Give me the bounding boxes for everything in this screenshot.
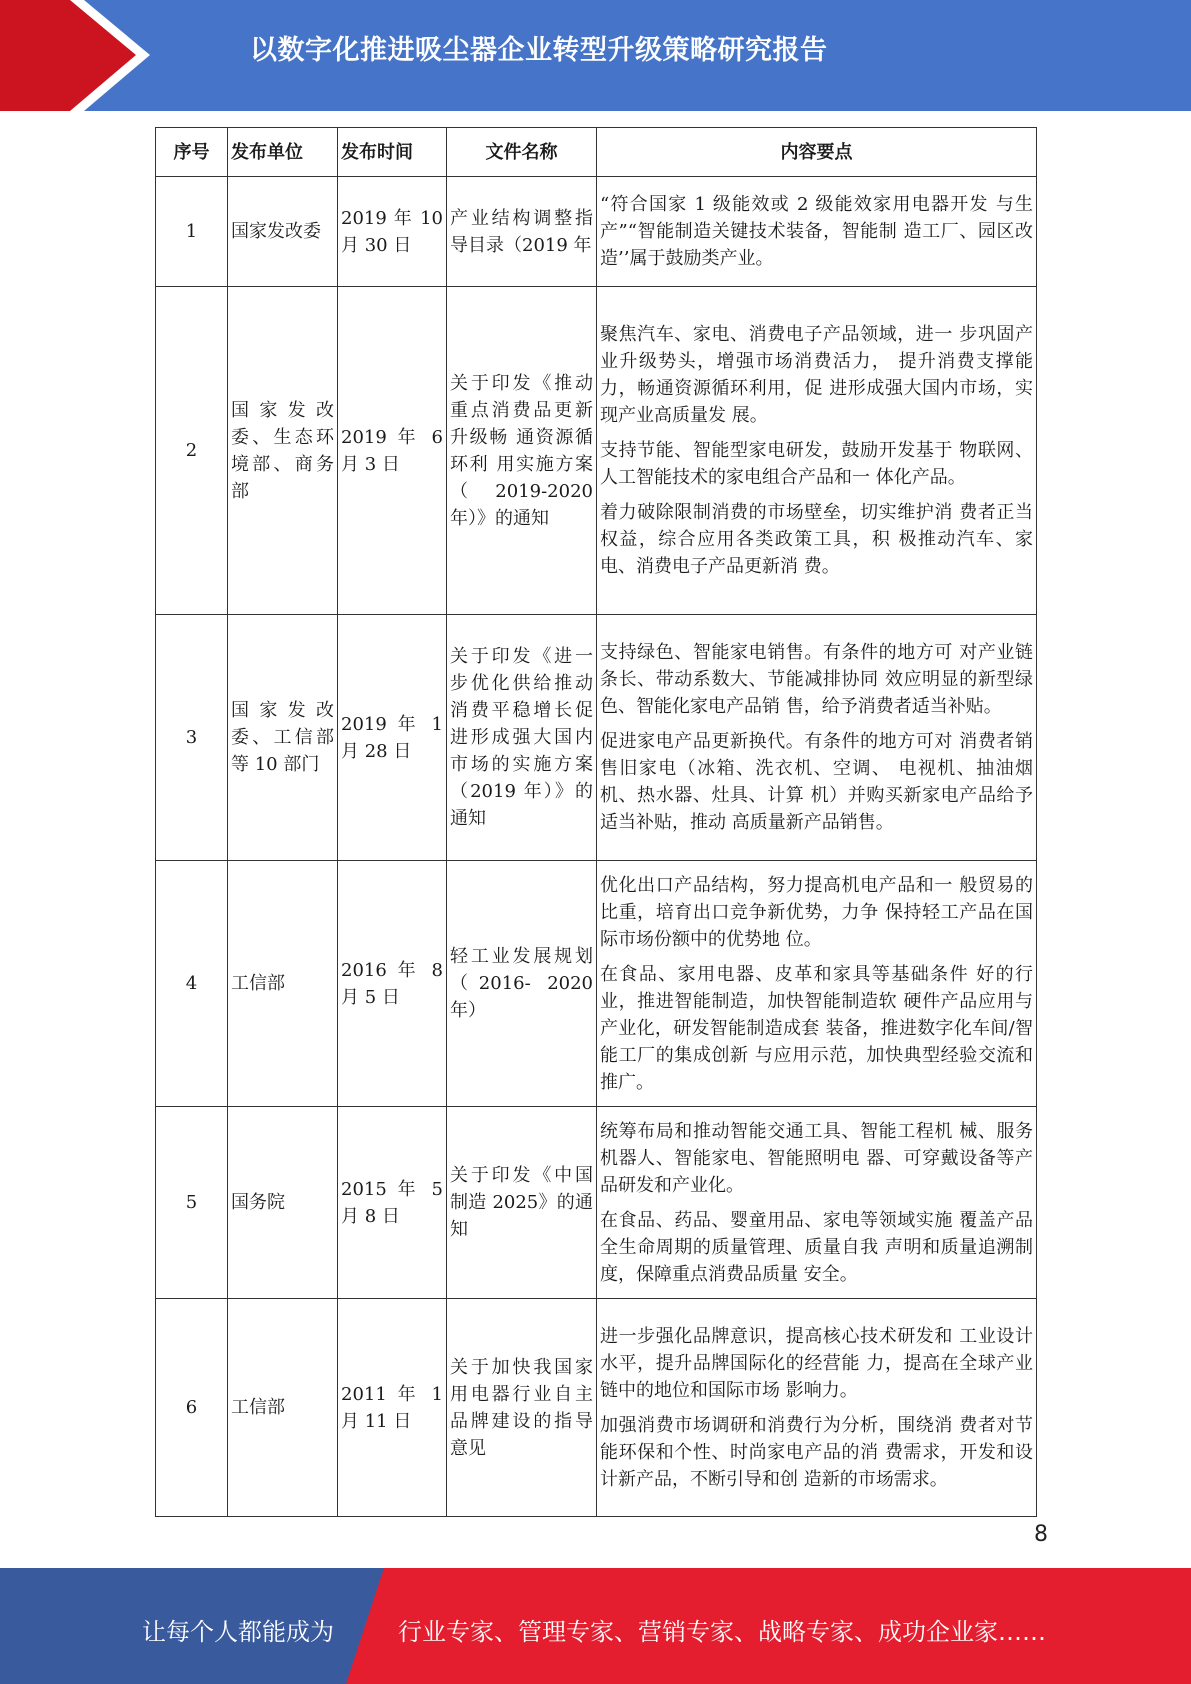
issuer-cell: 工信部	[228, 861, 338, 1107]
issuer-cell: 工信部	[228, 1299, 338, 1517]
column-header-date: 发布时间	[338, 128, 447, 177]
document-cell: 关于印发《中国制造 2025》的通知	[447, 1107, 597, 1299]
table-row	[156, 1299, 1037, 1517]
points-cell	[597, 1107, 1037, 1299]
page-number: 8	[1034, 1522, 1048, 1547]
content-point: 支持节能、智能型家电研发，鼓励开发基于 物联网、人工智能技术的家电组合产品和一 体化产品。	[600, 440, 1033, 488]
date-cell: 2019 年 6 月 3 日	[338, 287, 447, 615]
content-point: “符合国家 1 级能效或 2 级能效家用电器开发 与生产”“智能制造关键技术装备，智能制 造工厂、园区改造’’属于鼓励类产业。	[600, 194, 1033, 269]
policy-table	[155, 127, 1037, 1517]
row-number: 2	[156, 287, 228, 615]
date-cell: 2019 年 10 月 30 日	[338, 177, 447, 287]
row-number: 1	[156, 177, 228, 287]
points-cell	[597, 177, 1037, 287]
row-number: 6	[156, 1299, 228, 1517]
points-cell	[597, 287, 1037, 615]
content-point: 优化出口产品结构，努力提高机电产品和一 般贸易的比重，培育出口竞争新优势，力争 保持轻工产品在国际市场份额中的优势地 位。	[600, 874, 1033, 950]
content-point: 进一步强化品牌意识，提高核心技术研发和 工业设计水平，提升品牌国际化的经营能 力，提高在全球产业链中的地位和国际市场 影响力。	[600, 1325, 1033, 1401]
content-point: 在食品、药品、婴童用品、家电等领域实施 覆盖产品全生命周期的质量管理、质量自我 声明和质量追溯制度，保障重点消费品质量 安全。	[600, 1209, 1033, 1285]
document-cell: 产业结构调整指导目录（2019 年	[447, 177, 597, 287]
issuer-cell: 国务院	[228, 1107, 338, 1299]
row-number: 3	[156, 615, 228, 861]
points-cell	[597, 861, 1037, 1107]
document-cell: 轻工业发展规划（2016- 2020 年）	[447, 861, 597, 1107]
content-point: 着力破除限制消费的市场壁垒，切实维护消 费者正当权益，综合应用各类政策工具，积 极推动汽车、家电、消费电子产品更新消 费。	[600, 502, 1033, 577]
issuer-cell: 国家发改委	[228, 177, 338, 287]
footer-slogan-left: 让每个人都能成为	[142, 1618, 334, 1646]
table-row	[156, 287, 1037, 615]
column-header-points: 内容要点	[597, 128, 1037, 177]
column-header-document: 文件名称	[447, 128, 597, 177]
date-cell: 2011 年 1 月 11 日	[338, 1299, 447, 1517]
content-point: 在食品、家用电器、皮革和家具等基础条件 好的行业，推进智能制造，加快智能制造软 硬件产品应用与产业化，研发智能制造成套 装备，推进数字化车间/智能工厂的集成创新 与应用示范，加快典型经验交流和推广。	[600, 963, 1033, 1093]
issuer-cell: 国家发改委、生态环境部、商务部	[228, 287, 338, 615]
report-title: 以数字化推进吸尘器企业转型升级策略研究报告	[250, 35, 828, 66]
content-point: 加强消费市场调研和消费行为分析，围绕消 费者对节能环保和个性、时尚家电产品的消 费需求，开发和设计新产品，不断引导和创 造新的市场需求。	[600, 1414, 1033, 1490]
date-cell: 2015 年 5 月 8 日	[338, 1107, 447, 1299]
table-row	[156, 177, 1037, 287]
column-header-issuer: 发布单位	[228, 128, 338, 177]
content-point: 支持绿色、智能家电销售。有条件的地方可 对产业链条长、带动系数大、节能减排协同 效应明显的新型绿色、智能化家电产品销 售，给予消费者适当补贴。	[600, 642, 1033, 717]
page-header	[0, 0, 1191, 111]
points-cell	[597, 1299, 1037, 1517]
row-number: 4	[156, 861, 228, 1107]
table-row	[156, 1107, 1037, 1299]
document-cell: 关于加快我国家用电器行业自主品牌建设的指导意见	[447, 1299, 597, 1517]
table-header-row	[156, 128, 1037, 177]
row-number: 5	[156, 1107, 228, 1299]
date-cell: 2016 年 8 月 5 日	[338, 861, 447, 1107]
page-footer	[0, 1568, 1191, 1684]
content-point: 统筹布局和推动智能交通工具、智能工程机 械、服务机器人、智能家电、智能照明电 器、可穿戴设备等产品研发和产业化。	[600, 1120, 1033, 1196]
table-row	[156, 615, 1037, 861]
points-cell	[597, 615, 1037, 861]
issuer-cell: 国家发改委、工信部等 10 部门	[228, 615, 338, 861]
table-row	[156, 861, 1037, 1107]
column-header-no: 序号	[156, 128, 228, 177]
document-cell: 关于印发《进一步优化供给推动消费平稳增长促进形成强大国内市场的实施方案（2019 年）》的通知	[447, 615, 597, 861]
document-cell: 关于印发《推动重点消费品更新升级畅 通资源循环利 用实施方案（2019-2020 年）》的通知	[447, 287, 597, 615]
content-point: 促进家电产品更新换代。有条件的地方可对 消费者销售旧家电（冰箱、洗衣机、空调、 电视机、抽油烟机、热水器、灶具、计算 机）并购买新家电产品给予适当补贴，推动 高质量新产品销售。	[600, 731, 1033, 833]
content-point: 聚焦汽车、家电、消费电子产品领域，进一 步巩固产业升级势头，增强市场消费活力， 提升消费支撑能力，畅通资源循环利用，促 进形成强大国内市场，实现产业高质量发 展。	[600, 324, 1033, 426]
date-cell: 2019 年 1 月 28 日	[338, 615, 447, 861]
footer-slogan-right: 行业专家、管理专家、营销专家、战略专家、成功企业家……	[398, 1618, 1046, 1646]
